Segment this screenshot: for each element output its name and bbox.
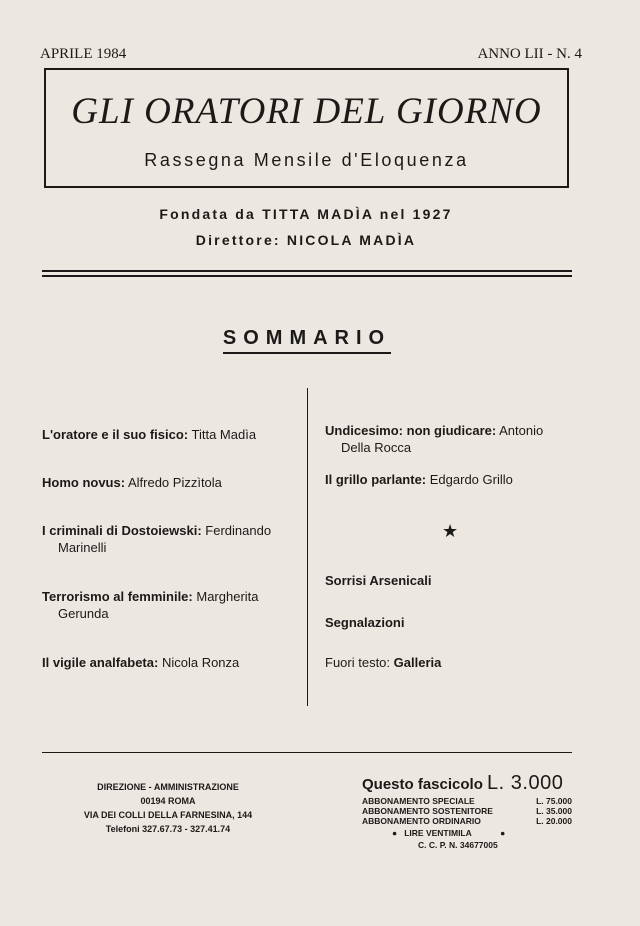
summary-entry: Fuori testo: Galleria xyxy=(325,655,442,670)
office-phone: Telefoni 327.67.73 - 327.41.74 xyxy=(105,824,231,834)
office-address: VIA DEI COLLI DELLA FARNESINA, 144 xyxy=(83,810,253,820)
director-line: Direttore: NICOLA MADÌA xyxy=(195,232,417,248)
issue-date: APRILE 1984 xyxy=(40,46,127,62)
divider-rule xyxy=(42,270,572,272)
summary-entry: L'oratore e il suo fisico: Titta Madìa xyxy=(42,427,257,442)
office-city: 00194 ROMA xyxy=(140,796,196,806)
office-label: DIREZIONE - AMMINISTRAZIONE xyxy=(97,782,239,792)
summary-entry: Undicesimo: non giudicare: Antonio Della Rocca xyxy=(325,423,544,455)
issue-price: Questo fascicolo L. 3.000 xyxy=(362,772,564,794)
summary-entry: Sorrisi Arsenicali xyxy=(325,573,432,588)
footer-rule xyxy=(42,752,572,753)
summary-entry: Il vigile analfabeta: Nicola Ronza xyxy=(42,655,240,670)
issue-number: ANNO LII - N. 4 xyxy=(477,46,582,62)
summary-heading: SOMMARIO xyxy=(0,327,614,350)
column-divider xyxy=(307,388,308,706)
masthead-title: GLI ORATORI DEL GIORNO xyxy=(71,91,542,132)
bullet-icon: ● xyxy=(500,828,506,838)
summary-entry: I criminali di Dostoiewski: Ferdinando Marinelli xyxy=(42,523,272,555)
summary-entry: Segnalazioni xyxy=(325,615,405,630)
lire-ventimila: ● LIRE VENTIMILA ● xyxy=(392,828,506,838)
bullet-icon: ● xyxy=(392,828,398,838)
masthead-box xyxy=(44,68,569,188)
founded-line: Fondata da TITTA MADÌA nel 1927 xyxy=(159,206,453,222)
star-icon: ★ xyxy=(442,521,459,541)
postal-account: C. C. P. N. 34677005 xyxy=(418,840,498,850)
summary-entry: Terrorismo al femminile: Margherita Gerunda xyxy=(42,589,259,621)
summary-entry: Il grillo parlante: Edgardo Grillo xyxy=(325,472,513,487)
divider-rule xyxy=(42,275,572,277)
masthead-subtitle: Rassegna Mensile d'Eloquenza xyxy=(144,150,469,170)
summary-entry: Homo novus: Alfredo Pizzìtola xyxy=(42,475,222,490)
